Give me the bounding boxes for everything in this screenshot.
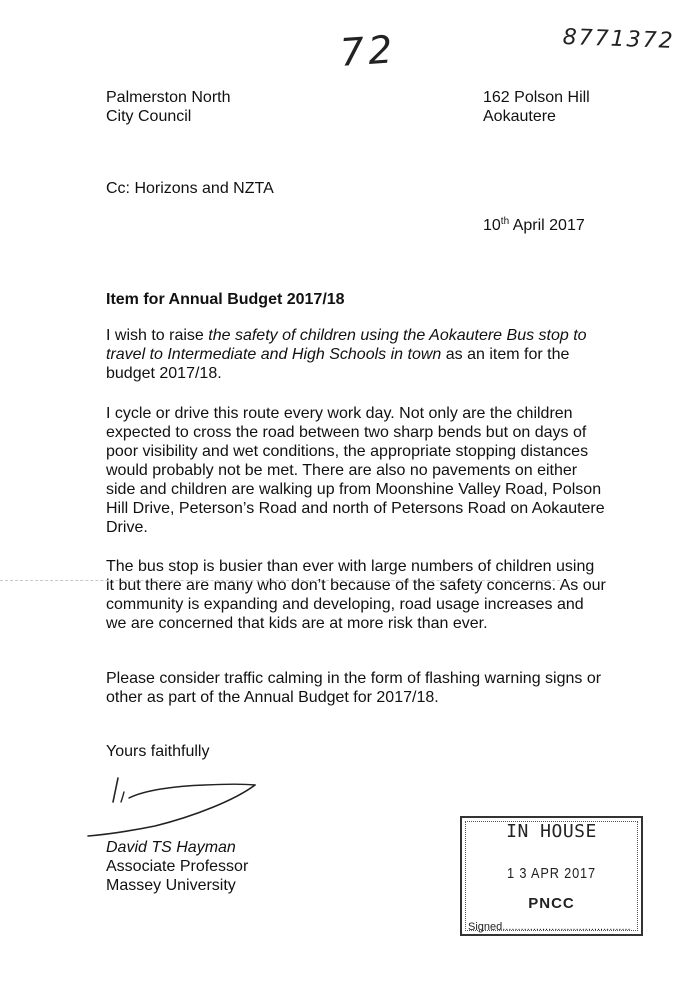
body-paragraph-4: Please consider traffic calming in the form of flashing warning signs or other as part of the Annual Budget for 2017/18. xyxy=(106,670,602,706)
body-paragraph-3: The bus stop is busier than ever with large numbers of children using it but there are many who don’t because of the safety concerns. As our community is expanding and developing, road usage increases and we are concerned that kids are at more risk than ever. xyxy=(106,558,606,632)
body-paragraph-2: I cycle or drive this route every work day. Not only are the children expected to cross the road between two sharp bends but on days of poor visibility and wet conditions, the appropriate stopping distances would probably not be met. There are also no pavements on either side and children are walking up from Moonshine Valley Road, Polson Hill Drive, Peterson’s Road and north of Petersons Road on Aokautere Drive. xyxy=(106,405,605,536)
stamp-title: IN HOUSE xyxy=(506,821,597,842)
signatory-title: Associate Professor xyxy=(106,858,249,875)
recipient-line-2: City Council xyxy=(106,108,192,125)
cc-line: Cc: Horizons and NZTA xyxy=(106,180,274,197)
stamp-date: 1 3 APR 2017 xyxy=(507,865,596,882)
handwritten-signature xyxy=(85,768,275,840)
received-stamp xyxy=(460,816,643,936)
date-rest: April 2017 xyxy=(509,217,585,234)
stamp-organization: PNCC xyxy=(528,895,575,912)
recipient-line-1: Palmerston North xyxy=(106,89,231,106)
signatory-block xyxy=(106,838,248,895)
recipient-address xyxy=(106,88,231,126)
p1-outro: as an item for the budget 2017/18. xyxy=(106,346,570,382)
letter-subject: Item for Annual Budget 2017/18 xyxy=(106,291,345,308)
handwritten-item-number: 72 xyxy=(338,27,398,75)
signatory-name: David TS Hayman xyxy=(106,839,236,856)
date-day: 10 xyxy=(483,217,501,234)
date-suffix: th xyxy=(500,216,510,227)
p1-emphasis: the safety of children using the Aokautere Bus stop to travel to Intermediate and High Schools in town xyxy=(106,327,587,363)
body-paragraph-1 xyxy=(106,326,606,383)
sender-line-2: Aokautere xyxy=(483,108,556,125)
letter-date xyxy=(483,216,585,235)
signatory-institution: Massey University xyxy=(106,877,236,894)
stamp-signed-line: Signed.......................................... xyxy=(468,921,631,933)
handwritten-reference-number: 8771372 xyxy=(562,25,676,54)
p1-intro: I wish to raise xyxy=(106,327,209,344)
letter-closing: Yours faithfully xyxy=(106,743,210,760)
sender-line-1: 162 Polson Hill xyxy=(483,89,590,106)
sender-address xyxy=(483,88,590,126)
